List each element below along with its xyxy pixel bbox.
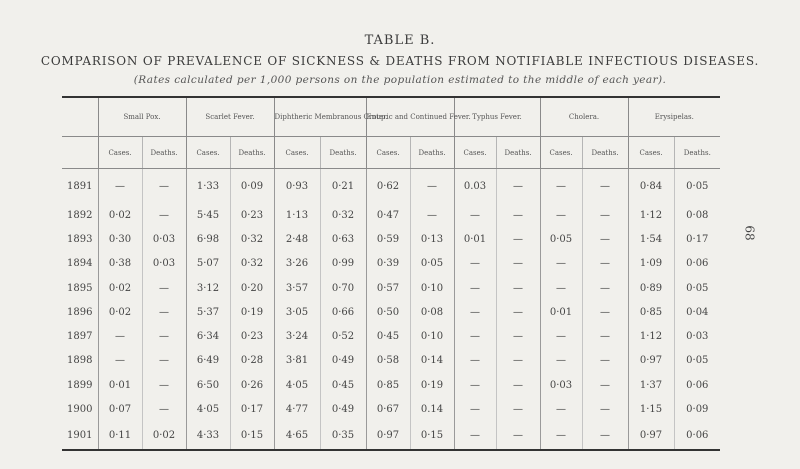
deaths-cell: 0·23 [230,203,274,227]
cases-cell: 1·54 [628,227,674,251]
deaths-cell: 0·23 [230,324,274,348]
cases-cell: 3·12 [186,276,230,300]
year-cell: 1898 [67,355,93,367]
deaths-cell: 0·32 [230,227,274,251]
deaths-header: Deaths. [320,137,366,169]
cases-cell: 0·57 [366,276,410,300]
cases-cell: 0·01 [540,300,582,324]
cases-cell: 0·97 [628,349,674,373]
cases-cell: 4·33 [186,422,230,450]
cases-header: Cases. [274,137,320,169]
deaths-cell: 0·06 [674,422,720,450]
deaths-cell: 0·35 [320,422,366,450]
cases-cell: 3·57 [274,276,320,300]
deaths-header: Deaths. [230,137,274,169]
deaths-cell: — [142,203,186,227]
table-row [62,276,720,300]
cases-cell: 4·05 [274,373,320,397]
year-cell: 1896 [67,306,93,318]
year-cell: 1894 [67,258,93,270]
cases-cell: 0·50 [366,300,410,324]
cases-cell: 0·45 [366,324,410,348]
group-header-typhus-fever: Typhus Fever. [454,97,540,137]
cases-cell: — [540,169,582,204]
deaths-cell: — [142,276,186,300]
cases-cell: — [454,397,496,421]
cases-header: Cases. [98,137,142,169]
deaths-cell: 0·19 [410,373,454,397]
cases-cell: 0·05 [540,227,582,251]
deaths-cell: — [582,252,628,276]
deaths-cell: — [496,252,540,276]
deaths-header: Deaths. [582,137,628,169]
cases-cell: 4·05 [186,397,230,421]
deaths-cell: — [496,276,540,300]
cases-header: Cases. [186,137,230,169]
deaths-cell: — [582,397,628,421]
cases-cell: 4·77 [274,397,320,421]
cases-cell: 0·01 [98,373,142,397]
year-cell: 1895 [67,282,93,294]
cases-cell: 6·98 [186,227,230,251]
table-row [62,227,720,251]
cases-cell: 0·02 [98,203,142,227]
deaths-cell: 0·03 [142,227,186,251]
deaths-cell: 0·03 [674,324,720,348]
table-row [62,169,720,204]
cases-cell: 3·05 [274,300,320,324]
deaths-cell: 0·09 [674,397,720,421]
cases-cell: 3·26 [274,252,320,276]
cases-cell: 0·47 [366,203,410,227]
page-number: 68 [742,225,757,241]
table-body [62,169,720,450]
table-row [62,203,720,227]
year-cell: 1893 [67,233,93,245]
deaths-cell: — [142,169,186,204]
cases-cell: — [454,252,496,276]
group-header-small-pox: Small Pox. [98,97,186,137]
cases-cell: — [98,169,142,204]
table-row [62,373,720,397]
cases-cell: 0·85 [628,300,674,324]
deaths-cell: — [142,324,186,348]
deaths-cell: — [496,300,540,324]
deaths-cell: 0·14 [410,349,454,373]
deaths-cell: 0·32 [230,252,274,276]
deaths-cell: — [142,349,186,373]
cases-cell: 0·02 [98,276,142,300]
sub-header-row [62,137,720,169]
deaths-cell: 0·63 [320,227,366,251]
cases-cell: 0·01 [454,227,496,251]
cases-cell: 0·38 [98,252,142,276]
deaths-cell: 0·08 [674,203,720,227]
year-cell: 1892 [67,209,93,221]
cases-cell: 1·09 [628,252,674,276]
deaths-header: Deaths. [674,137,720,169]
table-row [62,397,720,421]
deaths-cell: 0·06 [674,373,720,397]
deaths-cell: 0·70 [320,276,366,300]
deaths-cell: 0·17 [674,227,720,251]
cases-cell: 6·50 [186,373,230,397]
deaths-cell: — [496,373,540,397]
cases-cell: 0·85 [366,373,410,397]
deaths-cell: — [582,203,628,227]
cases-cell: 1·13 [274,203,320,227]
cases-header: Cases. [454,137,496,169]
deaths-cell: 0·03 [142,252,186,276]
cases-cell: 1·33 [186,169,230,204]
cases-cell: 0·93 [274,169,320,204]
cases-cell: 5·45 [186,203,230,227]
statistics-table [62,96,720,451]
table-title: TABLE B. [364,33,436,48]
cases-cell: 0·03 [540,373,582,397]
deaths-cell: 0·28 [230,349,274,373]
cases-cell: — [454,422,496,450]
cases-header: Cases. [540,137,582,169]
cases-cell: 0·02 [98,300,142,324]
deaths-cell: — [496,349,540,373]
cases-cell: 0·89 [628,276,674,300]
deaths-header: Deaths. [142,137,186,169]
cases-cell: 0·39 [366,252,410,276]
cases-cell: 5·37 [186,300,230,324]
deaths-cell: 0·08 [410,300,454,324]
cases-cell: — [540,349,582,373]
deaths-cell: 0·49 [320,349,366,373]
cases-cell: 0·97 [628,422,674,450]
cases-cell: — [454,300,496,324]
deaths-header: Deaths. [496,137,540,169]
deaths-cell: — [496,422,540,450]
deaths-cell: 0·02 [142,422,186,450]
year-cell: 1901 [62,422,98,450]
deaths-cell: — [496,203,540,227]
table-subtitle: COMPARISON OF PREVALENCE OF SICKNESS & DEATHS FROM NOTIFIABLE INFECTIOUS DISEASES. [40,54,760,68]
deaths-cell: — [582,373,628,397]
cases-cell: 0·67 [366,397,410,421]
deaths-cell: — [142,397,186,421]
corner-cell [62,97,98,137]
cases-cell: 0·62 [366,169,410,204]
deaths-cell: 0·13 [410,227,454,251]
year-cell: 1900 [67,404,93,416]
cases-cell: 0·59 [366,227,410,251]
deaths-cell: 0·52 [320,324,366,348]
cases-cell: — [540,252,582,276]
deaths-cell: — [582,300,628,324]
deaths-cell: 0·04 [674,300,720,324]
cases-cell: 0·58 [366,349,410,373]
cases-cell: — [454,203,496,227]
deaths-cell: 0·99 [320,252,366,276]
deaths-cell: 0·15 [230,422,274,450]
cases-cell: — [454,349,496,373]
cases-cell: — [454,276,496,300]
table-row [62,422,720,450]
cases-cell: — [540,203,582,227]
cases-cell: 0·11 [98,422,142,450]
deaths-cell: 0·10 [410,324,454,348]
deaths-cell: 0·05 [674,349,720,373]
cases-cell: 6·34 [186,324,230,348]
deaths-cell: 0·66 [320,300,366,324]
deaths-cell: 0·26 [230,373,274,397]
cases-cell: 1·15 [628,397,674,421]
deaths-cell: 0·49 [320,397,366,421]
deaths-cell: — [496,324,540,348]
cases-cell: 2·48 [274,227,320,251]
table-row [62,252,720,276]
deaths-cell: — [142,300,186,324]
year-cell: 1897 [67,331,93,343]
deaths-cell: — [582,324,628,348]
cases-cell: 6·49 [186,349,230,373]
deaths-cell: 0·05 [674,169,720,204]
deaths-cell: 0·10 [410,276,454,300]
year-cell: 1891 [67,180,93,192]
cases-cell: — [98,324,142,348]
deaths-cell: 0·09 [230,169,274,204]
deaths-cell: 0·19 [230,300,274,324]
deaths-header: Deaths. [410,137,454,169]
deaths-cell: — [410,169,454,204]
group-header-scarlet-fever: Scarlet Fever. [186,97,274,137]
year-cell: 1899 [67,379,93,391]
cases-cell: 0·84 [628,169,674,204]
cases-cell: — [540,422,582,450]
deaths-cell: 0.14 [410,397,454,421]
deaths-cell: — [496,169,540,204]
deaths-cell: — [582,422,628,450]
cases-cell: 0.03 [454,169,496,204]
cases-cell: 1·37 [628,373,674,397]
deaths-cell: 0·17 [230,397,274,421]
table-row [62,300,720,324]
cases-cell: 0·30 [98,227,142,251]
group-header-row [62,97,720,137]
deaths-cell: 0·05 [410,252,454,276]
deaths-cell: 0·32 [320,203,366,227]
cases-cell: 0·07 [98,397,142,421]
deaths-cell: 0·06 [674,252,720,276]
deaths-cell: 0·15 [410,422,454,450]
cases-cell: — [98,349,142,373]
group-header-diphtheria: Diphtheric Membranous Croup. [274,97,366,137]
cases-cell: 0·97 [366,422,410,450]
table-row [62,349,720,373]
deaths-cell: — [496,227,540,251]
cases-cell: 3·24 [274,324,320,348]
cases-cell: 1·12 [628,203,674,227]
group-header-enteric-fever: Enteric and Continued Fever. [366,97,454,137]
table-row [62,324,720,348]
cases-cell: — [454,373,496,397]
cases-cell: 3·81 [274,349,320,373]
deaths-cell: — [582,227,628,251]
deaths-cell: 0·20 [230,276,274,300]
cases-cell: 1·12 [628,324,674,348]
deaths-cell: — [582,349,628,373]
cases-cell: — [540,397,582,421]
group-header-erysipelas: Erysipelas. [628,97,720,137]
table-note: (Rates calculated per 1,000 persons on the population estimated to the middle of each year). [133,74,667,86]
cases-header: Cases. [628,137,674,169]
deaths-cell: 0·45 [320,373,366,397]
deaths-cell: 0·05 [674,276,720,300]
corner-cell [62,137,98,169]
cases-header: Cases. [366,137,410,169]
deaths-cell: — [410,203,454,227]
deaths-cell: — [496,397,540,421]
group-header-cholera: Cholera. [540,97,628,137]
deaths-cell: — [582,276,628,300]
cases-cell: — [540,324,582,348]
cases-cell: 4·65 [274,422,320,450]
deaths-cell: — [142,373,186,397]
cases-cell: 5·07 [186,252,230,276]
cases-cell: — [454,324,496,348]
cases-cell: — [540,276,582,300]
deaths-cell: 0·21 [320,169,366,204]
deaths-cell: — [582,169,628,204]
